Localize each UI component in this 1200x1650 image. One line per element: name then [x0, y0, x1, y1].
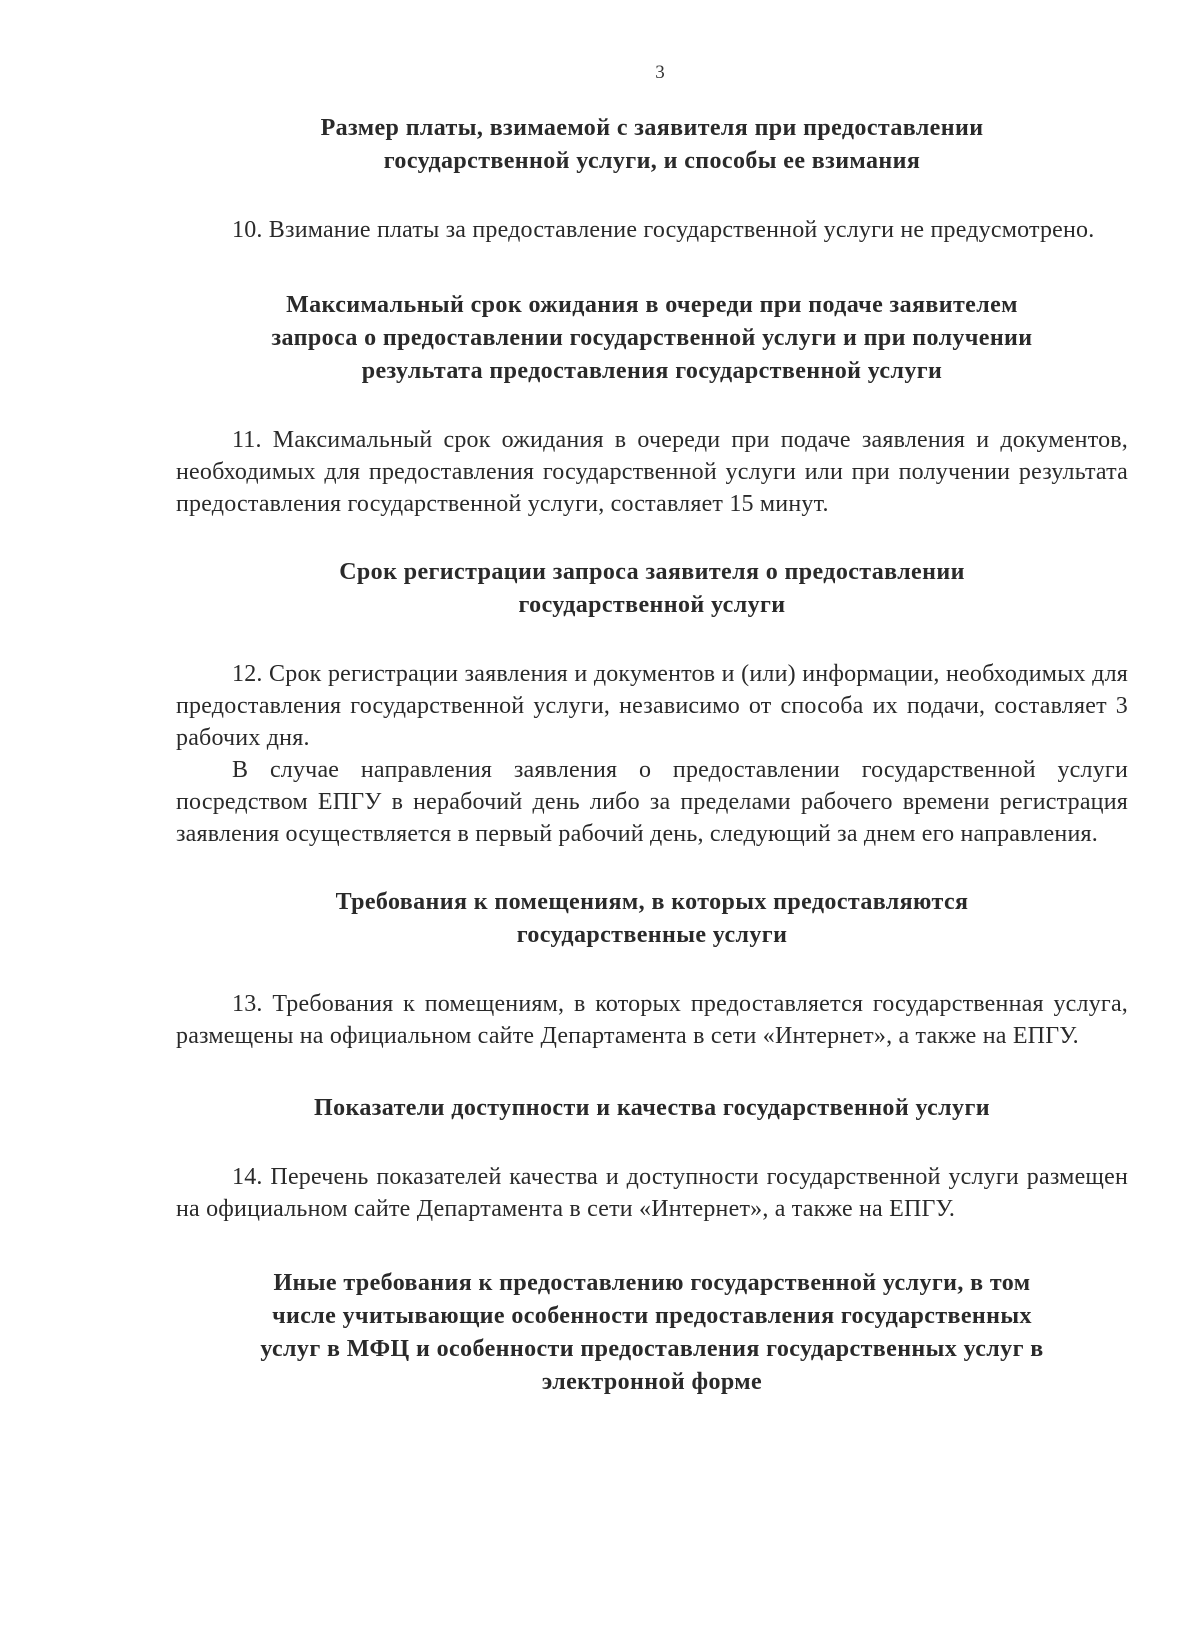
- paragraph-13: 13. Требования к помещениям, в которых предоставляется государственная услуга, размещены на официальном сайте Департамента в сети «Интернет», а также на ЕПГУ.: [176, 991, 1128, 1049]
- paragraph-12: 12. Срок регистрации заявления и документов и (или) информации, необходимых для предоставления государственной услуги, независимо от способа их подачи, составляет 3 рабочих дня.: [176, 661, 1128, 751]
- heading-line: Иные требования к предоставлению государственной услуги, в том: [273, 1270, 1031, 1296]
- heading-line: Размер платы, взимаемой с заявителя при предоставлении: [320, 115, 984, 141]
- heading-line: Показатели доступности и качества государственной услуги: [314, 1095, 990, 1121]
- section-heading-quality: [176, 1092, 1128, 1125]
- heading-line: Срок регистрации запроса заявителя о предоставлении: [339, 559, 965, 585]
- heading-line: государственные услуги: [516, 922, 788, 948]
- paragraph-10: 10. Взимание платы за предоставление государственной услуги не предусмотрено.: [232, 217, 1095, 243]
- heading-line: Требования к помещениям, в которых предоставляются: [335, 889, 969, 915]
- document-body: [176, 112, 1128, 1399]
- section-heading-registration: [176, 556, 1128, 622]
- heading-line: запроса о предоставлении государственной услуги и при получении: [271, 325, 1033, 351]
- paragraph-11: 11. Максимальный срок ожидания в очереди при подаче заявления и документов, необходимых для предоставления государственной услуги или при получении результата предоставления государственной услуги, составляет 15 минут.: [176, 427, 1128, 517]
- section-heading-queue: [176, 289, 1128, 388]
- section-heading-premises: [176, 886, 1128, 952]
- paragraph-14: 14. Перечень показателей качества и доступности государственной услуги размещен на официальном сайте Департамента в сети «Интернет», а также на ЕПГУ.: [176, 1164, 1128, 1222]
- heading-line: результата предоставления государственной услуги: [361, 358, 943, 384]
- heading-line: государственной услуги, и способы ее взимания: [383, 148, 921, 174]
- section-heading-other-requirements: [176, 1267, 1128, 1399]
- heading-line: Максимальный срок ожидания в очереди при подаче заявителем: [286, 292, 1018, 318]
- section-heading-fee: [176, 112, 1128, 178]
- heading-line: электронной форме: [541, 1369, 763, 1395]
- page-number: 3: [655, 62, 665, 83]
- heading-line: числе учитывающие особенности предоставления государственных: [272, 1303, 1032, 1329]
- heading-line: государственной услуги: [518, 592, 786, 618]
- heading-line: услуг в МФЦ и особенности предоставления государственных услуг в: [260, 1336, 1044, 1362]
- paragraph-12-continued: В случае направления заявления о предоставлении государственной услуги посредством ЕПГУ в нерабочий день либо за пределами рабочего времени регистрация заявления осуществляется в первый рабочий день, следующий за днем его направления.: [176, 757, 1128, 847]
